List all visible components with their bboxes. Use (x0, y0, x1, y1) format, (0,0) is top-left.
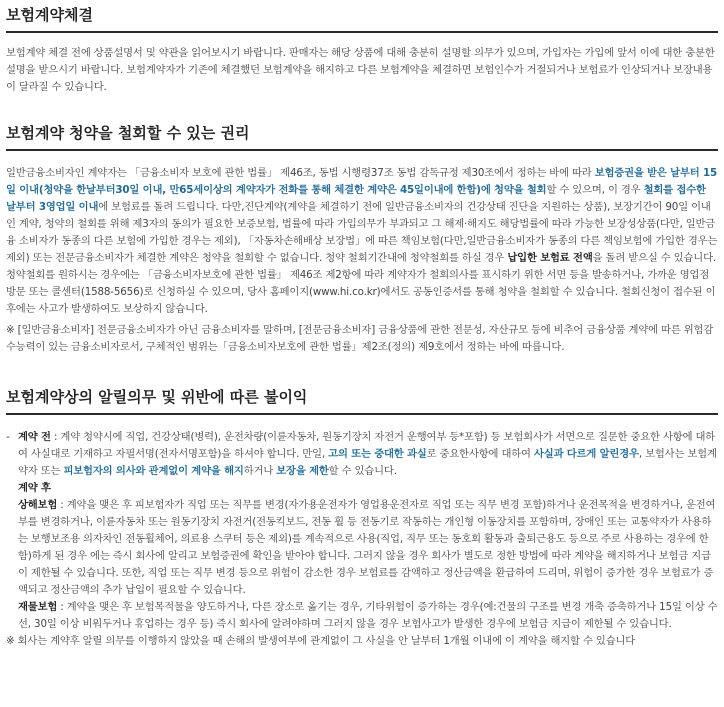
consumer-definition-note: ※ [일반금융소비자] 전문금융소비자가 아닌 금융소비자를 말하며, [전문금융소비자] 금융상품에 관한 전문성, 자산규모 등에 비추어 금융상품 계약에 따른 위험감수능력이 있는 금융소비자로서, 구체적인 범위는「금융소비자보호에 관한 법률」제2조(정의) 제9호에서 정하는 바에 따릅니다. (6, 324, 714, 353)
termination-highlight: 피보험자의 의사와 관계없이 계약을 해지 (63, 465, 244, 477)
termination-footer-note: ※ 회사는 계약후 알릴 의무를 이행하지 않았을 때 손해의 발생여부에 관계없이 그 사실을 안 날부터 1개월 이내에 이 계약을 해지할 수 있습니다 (6, 635, 636, 647)
injury-insurance-label: 상해보험 (18, 499, 58, 511)
injury-insurance-body: : 계약을 맺은 후 피보험자가 직업 또는 직무를 변경(자가용운전자가 영업용운전자로 직업 또는 직무 변경 포함)하거나 운전목적을 변경하거나, 운전여부를 변경하거나, 이륜자동차 또는 원동기장치 자전거(전동킥보드, 전동 휠 등 전동기로 작동하는 개인형 이동장치를 포함하며, 장애인 또는 교통약자가 사용하는 보행보조용 의자차인 전동휠체어, 의료용 스쿠터 등은 제외)를 계속적으로 사용(직업, 직무 또는 동호회 활동과 출퇴근용도 등으로 주로 사용하는 경우에 한함)하게 된 경우 에는 즉시 회사에 알리고 보험증권에 확인을 받아야 합니다. 그러지 않을 경우 회사가 별도로 정한 방법에 따라 계약을 해지하거나 보험금 지급이 제한될 수 있습니다. 또한, 직업 또는 직무 변경 등으로 위험이 감소한 경우 보험료를 감액하고 정산금액을 환급하여 드리며, 위험이 증가한 경우 보험료가 증액되고 정산금액의 추가 납입이 필요할 수 있습니다. (18, 499, 716, 596)
before-text-d: 하거나 (243, 465, 277, 477)
withdrawal-body (6, 165, 718, 318)
after-contract-label: 계약 후 (18, 482, 51, 494)
refund-period-highlight: 철회를 접수한 날부터 3영업일 이내 (6, 184, 706, 213)
withdrawal-text-a: 일반금융소비자인 계약자는 「금융소비자 보호에 관한 법률」 제46조, 동법 시행령37조 동법 감독규정 제30조에서 정하는 바에 따라 (6, 167, 595, 179)
property-insurance-label: 재물보험 (18, 601, 58, 613)
coverage-limit-highlight: 보장을 제한 (276, 465, 329, 477)
before-contract-text (18, 429, 718, 480)
injury-insurance-text (18, 497, 718, 599)
withdrawal-period-highlight: 보험증권을 받은 날부터 15일 이내(청약을 한날부터30일 이내, 만65세이상의 계약자가 전화를 통해 체결한 계약은 45일이내에 한함)에 청약을 철회 (6, 167, 718, 196)
withdrawal-text-d: 을 돌려 받으실 수 있습니다. 청약철회를 원하시는 경우에는 「금융소비자보호에 관한 법률」 제46조 제2항에 따라 계약자가 철회의사를 표시하기 위한 서면 등을 발송하거나, 가까운 영업점 방문 또는 콜센터(1588-5656)로 신청하실 수 있으며, 당사 홈페이지(www.hi.co.kr)에서도 공동인증서를 통해 청약을 철회할 수 있습니다. 철회신청이 접수된 이후에는 사고가 발생하여도 보상하지 않습니다. (6, 252, 717, 315)
full-premium-bold: 납입한 보험료 전액 (507, 252, 593, 264)
before-text-e: 할 수 있습니다. (328, 465, 397, 477)
before-text-c: , 보험사는 보험계약자 또는 (18, 448, 717, 477)
before-contract-item (6, 429, 718, 480)
contract-body: 보험계약 체결 전에 상품설명서 및 약관을 읽어보시기 바랍니다. 판매자는 해당 상품에 대해 충분히 설명할 의무가 있으며, 가입자는 가입에 앞서 이에 대한 충분한 설명을 받으시기 바랍니다. 보험계약자가 기존에 체결했던 보험계약을 해지하고 다른 보험계약을 체결하면 보험인수가 거절되거나 보험료가 인상되거나 보장내용이 달라질 수 있습니다. (6, 47, 715, 93)
property-insurance-text (18, 599, 718, 633)
before-text-b: 로 중요한사항에 대하여 (426, 448, 534, 460)
before-text-a: : 계약 청약시에 직업, 건강상태(병력), 운전차량(이륜자동차, 원동기장치 자전거 운행여부 등*포함) 등 보험회사가 서면으로 질문한 중요한 사항에 대하여 사실대로 기재하고 자필서명(전자서명포함)을 하셔야 합니다. 만일, (18, 431, 716, 460)
withdrawal-heading: 보험계약 청약을 철회할 수 있는 권리 (6, 122, 718, 151)
list-dash: - (6, 431, 10, 443)
contract-heading: 보험계약체결 (6, 0, 718, 33)
false-disclosure-highlight: 사실과 다르게 알린경우 (533, 448, 639, 460)
withdrawal-text-b: 할 수 있으며, 이 경우 (546, 184, 644, 196)
intent-negligence-highlight: 고의 또는 중대한 과실 (328, 448, 427, 460)
property-insurance-body: : 계약을 맺은 후 보험목적물을 양도하거나, 다른 장소로 옮기는 경우, 기타위험이 증가하는 경우(예:건물의 구조를 변경 개축 증축하거나 15일 이상 수선, 30일 이상 비워두거나 휴업하는 경우 등) 즉시 회사에 알려야하며 그러지 않을 경우 보험사고가 발생한 경우에 보험금 지급이 제한될 수 있습니다. (18, 601, 718, 630)
disclosure-list (6, 429, 718, 650)
withdrawal-text-c: 에 보험료를 돌려 드립니다. 다만,진단계약(계약을 체결하기 전에 일반금융소비자의 건강상태 진단을 지원하는 상품), 보장기간이 90일 이내인 계약, 청약의 철회를 위해 제3자의 동의가 필요한 보증보험, 법률에 따라 가입의무가 부과되고 그 해제·해지도 해당법률에 따라 가능한 보장성상품(다만, 일반금융 소비자가 동종의 다른 보험에 가입한 경우는 제외), 「자동차손해배상 보장법」에 따른 책임보험(다만,일반금융소비자가 동종의 다른 책임보험에 가입한 경우는 제외) 또는 전문금융소비자가 체결한 계약은 청약을 철회할 수 없습니다. 청약 철회기간내에 청약철회를 하실 경우 (6, 201, 718, 264)
after-contract-block (6, 480, 718, 633)
before-contract-label: 계약 전 (18, 431, 51, 443)
disclosure-heading: 보험계약상의 알릴의무 및 위반에 따른 불이익 (6, 386, 718, 415)
